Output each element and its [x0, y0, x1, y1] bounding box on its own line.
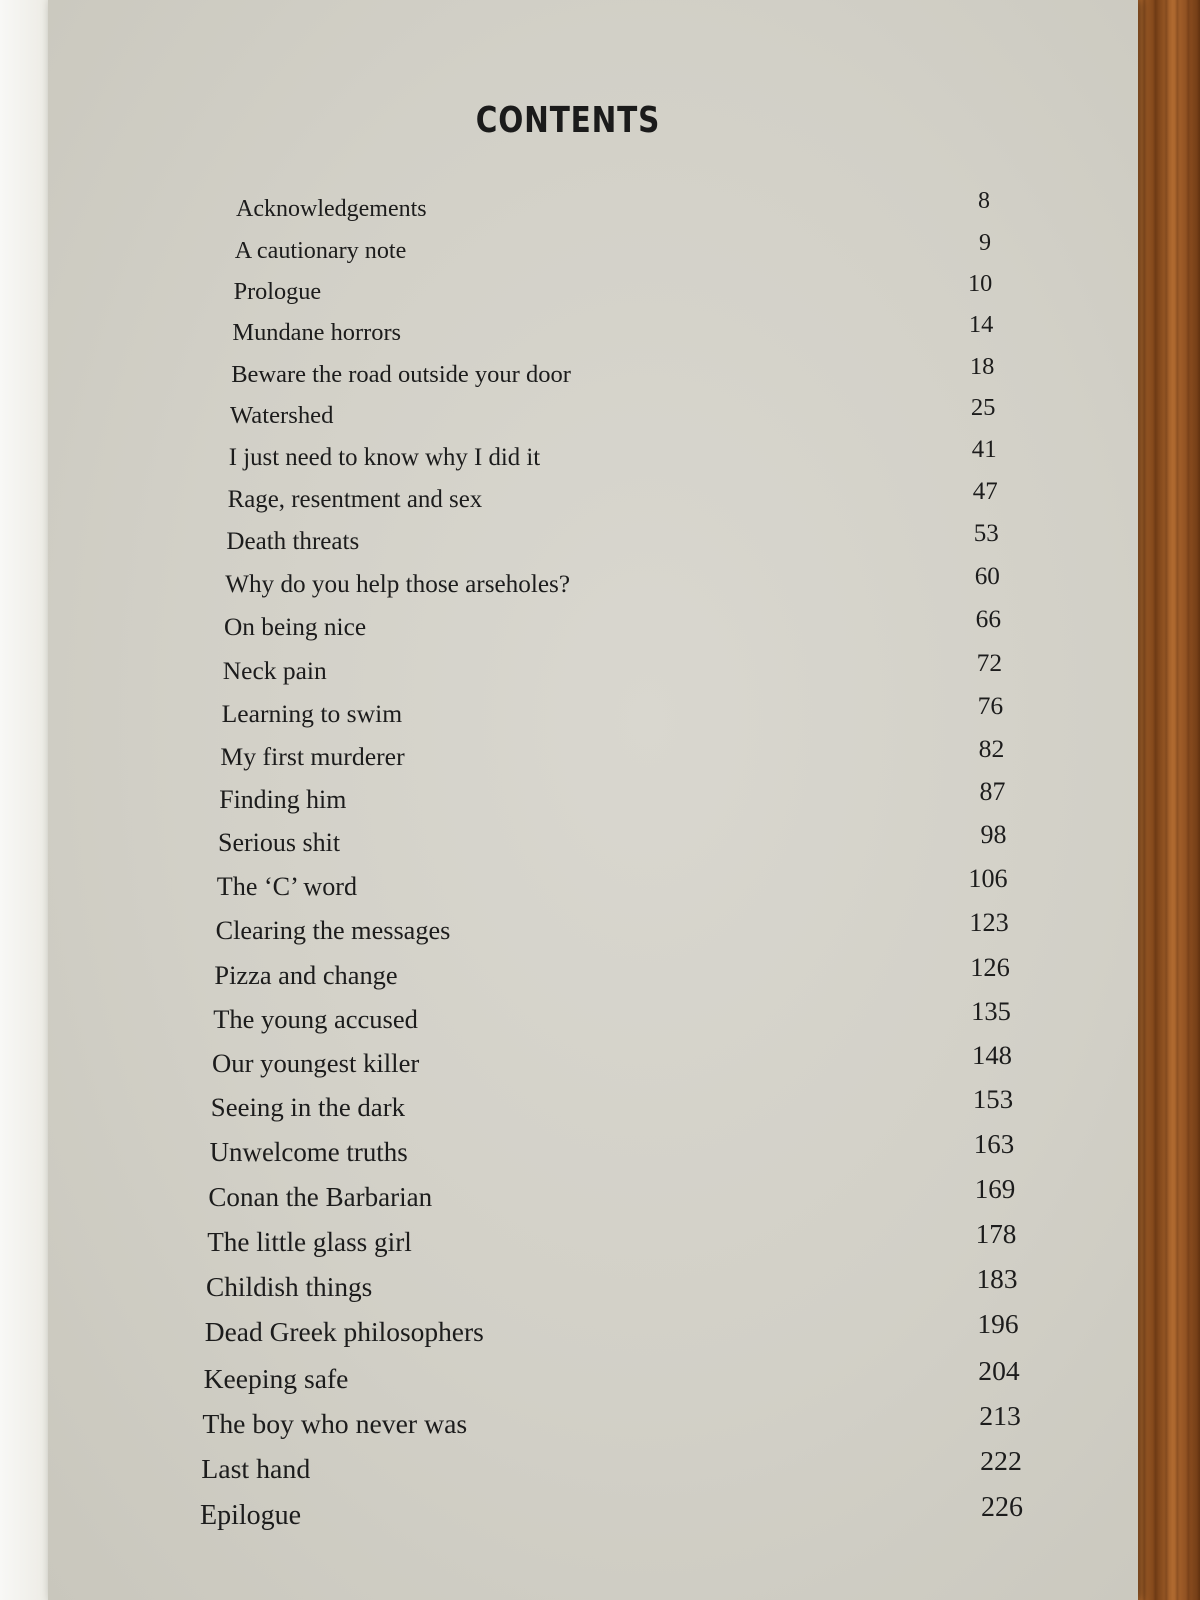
toc-entry-title: Watershed [230, 402, 334, 430]
toc-entry-title: Beware the road outside your door [231, 360, 571, 388]
toc-entry-title: Why do you help those arseholes? [225, 570, 571, 598]
toc-entry-title: Unwelcome truths [209, 1136, 408, 1167]
toc-entry-page-number: 178 [975, 1218, 1017, 1249]
toc-entry-page-number: 82 [978, 733, 1005, 763]
toc-entry-page-number: 148 [972, 1039, 1012, 1070]
toc-entry-page-number: 87 [979, 777, 1006, 807]
toc-entry-page-number: 25 [970, 394, 996, 422]
toc-entry-title: Epilogue [200, 1500, 302, 1531]
toc-entry-title: Dead Greek philosophers [204, 1317, 484, 1348]
toc-entry-page-number: 53 [973, 520, 999, 548]
toc-entry-title: Rage, resentment and sex [227, 486, 483, 514]
toc-entry-page-number: 47 [972, 478, 998, 506]
toc-entry-page-number: 183 [976, 1263, 1018, 1294]
toc-entry-title: My first murderer [220, 741, 405, 771]
toc-entry-title: I just need to know why I did it [228, 444, 541, 472]
toc-entry-title: Mundane horrors [232, 319, 402, 347]
toc-entry-page-number: 8 [978, 188, 990, 214]
toc-entry-page-number: 98 [980, 820, 1007, 850]
toc-entry-page-number: 106 [968, 863, 1008, 893]
toc-entry-page-number: 126 [970, 951, 1010, 982]
toc-entry-page-number: 72 [976, 647, 1003, 677]
toc-entry-page-number: 204 [978, 1354, 1020, 1386]
toc-entry-page-number: 123 [969, 907, 1009, 937]
toc-entry-title: Seeing in the dark [210, 1092, 406, 1123]
book-page [48, 0, 1138, 1600]
toc-entry-page-number: 18 [969, 352, 995, 380]
toc-entry-title: Last hand [201, 1454, 311, 1485]
toc-entry-page-number: 9 [979, 228, 992, 256]
toc-entry-page-number: 226 [981, 1492, 1023, 1523]
toc-entry-title: Learning to swim [221, 698, 403, 728]
toc-entry-title: Our youngest killer [212, 1047, 420, 1078]
toc-entry-page-number: 222 [980, 1446, 1022, 1477]
toc-entry-page-number: 76 [977, 690, 1004, 720]
toc-entry-title: Prologue [233, 278, 322, 306]
toc-entry-title: Death threats [226, 528, 360, 556]
toc-entry-page-number: 66 [975, 605, 1001, 634]
toc-entry-page-number: 169 [974, 1173, 1016, 1204]
toc-entry-title: Childish things [206, 1271, 373, 1302]
toc-entry-title: The ‘C’ word [216, 871, 358, 901]
toc-entry-page-number: 196 [977, 1309, 1019, 1340]
toc-entry-page-number: 10 [967, 270, 993, 298]
toc-entry-title: A cautionary note [234, 236, 407, 264]
contents-heading: CONTENTS [475, 100, 661, 141]
toc-entry-page-number: 135 [971, 995, 1011, 1026]
toc-entry-page-number: 163 [973, 1128, 1015, 1159]
toc-entry [48, 1492, 1138, 1544]
toc-entry-page-number: 213 [979, 1400, 1021, 1432]
toc-entry-page-number: 153 [972, 1084, 1014, 1115]
toc-entry-title: Clearing the messages [215, 915, 451, 945]
toc-entry-title: The young accused [213, 1003, 418, 1034]
toc-entry-title: Finding him [219, 785, 347, 815]
toc-entry-title: Conan the Barbarian [208, 1181, 433, 1212]
toc-entry-title: Pizza and change [214, 959, 398, 990]
toc-entry-title: On being nice [224, 613, 367, 642]
toc-entry-title: Keeping safe [203, 1362, 349, 1394]
toc-entry-title: Serious shit [218, 828, 341, 858]
toc-entry-page-number: 60 [974, 562, 1000, 590]
toc-entry-title: Neck pain [222, 655, 327, 685]
toc-entry-page-number: 14 [968, 311, 994, 339]
toc-entry-title: The boy who never was [202, 1408, 468, 1440]
toc-entry-title: Acknowledgements [236, 196, 427, 222]
toc-entry-title: The little glass girl [207, 1226, 412, 1257]
toc-entry-page-number: 41 [971, 436, 997, 464]
